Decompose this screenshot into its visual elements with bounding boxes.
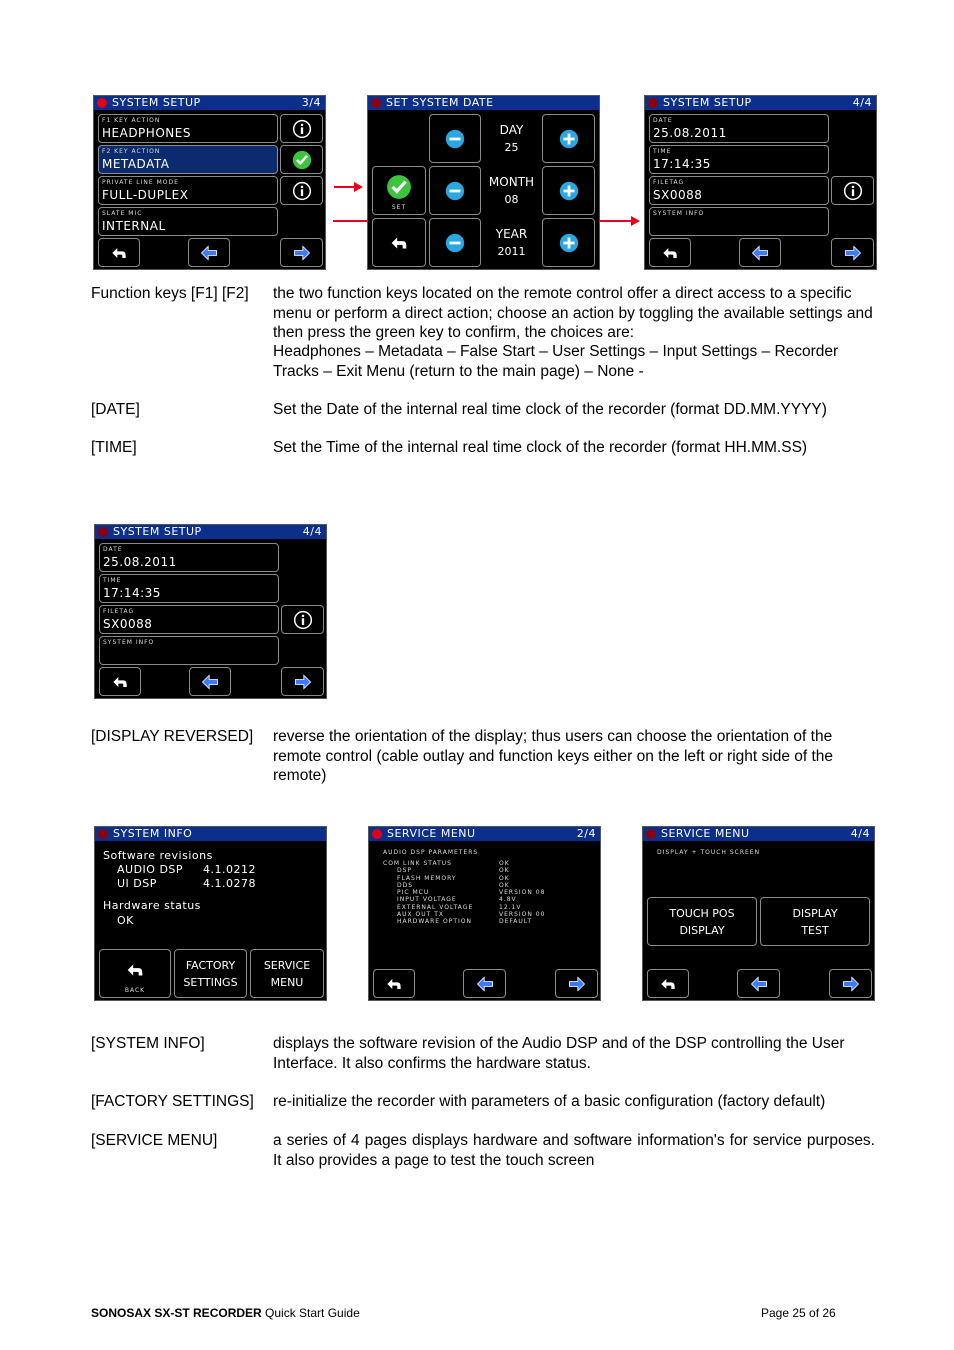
minus-icon [444, 232, 466, 254]
arrow-right-icon [841, 974, 861, 994]
status-dot-icon [646, 829, 656, 839]
back-button[interactable] [372, 218, 426, 267]
filetag-field[interactable]: FILETAG SX0088 [649, 176, 829, 205]
prev-page-button[interactable] [189, 667, 231, 696]
list-item: INPUT VOLTAGE [397, 896, 457, 904]
date-field[interactable]: DATE 25.08.2011 [99, 543, 279, 572]
list-value: VERSION 08 [499, 889, 546, 897]
date-field[interactable]: DATE 25.08.2011 [649, 114, 829, 143]
back-icon [660, 243, 680, 263]
day-increase-button[interactable] [542, 114, 595, 163]
prev-page-button[interactable] [188, 238, 230, 267]
software-revisions-heading: Software revisions [103, 849, 213, 862]
confirm-button[interactable] [280, 145, 323, 174]
list-item: DDS [397, 881, 414, 889]
def-desc-function-keys: the two function keys located on the remote control offer a direct access to a specific menu or perform a direct action; choose an action by toggling the available settings and then press the green key to confirm, the choices are: [273, 285, 873, 341]
info-icon [292, 119, 312, 139]
arrow-left-icon [475, 974, 495, 994]
diagnostics-values [499, 860, 545, 926]
def-desc-date: Set the Date of the internal real time clock of the recorder (format DD.MM.YYYY) [273, 401, 827, 418]
plus-icon [558, 128, 580, 150]
def-term-time: [TIME] [91, 439, 137, 456]
back-button[interactable] [373, 969, 415, 998]
list-value: OK [499, 860, 510, 867]
screen-title: SYSTEM SETUP [663, 96, 752, 109]
f2-key-action-field[interactable]: F2 KEY ACTION METADATA [98, 145, 278, 174]
status-dot-icon [372, 829, 382, 839]
next-page-button[interactable] [829, 969, 872, 998]
footer-brand: SONOSAX SX-ST RECORDER [91, 1306, 262, 1320]
minus-icon [444, 128, 466, 150]
title-bar [645, 96, 876, 110]
private-line-mode-field[interactable]: PRIVATE LINE MODE FULL-DUPLEX [98, 176, 278, 205]
info-button[interactable] [281, 605, 324, 634]
arrow-left-icon [750, 243, 770, 263]
year-increase-button[interactable] [542, 218, 595, 267]
prev-page-button[interactable] [739, 238, 781, 267]
list-item: EXTERNAL VOLTAGE [397, 903, 474, 911]
info-button[interactable] [280, 114, 323, 143]
def-desc-service-menu: a series of 4 pages displays hardware and software information's for service purposes. It also provides a page to test the touch screen [273, 1132, 875, 1169]
status-dot-icon [648, 98, 658, 108]
set-button[interactable]: SET [372, 166, 426, 215]
status-dot-icon [98, 829, 108, 839]
back-button[interactable] [99, 667, 141, 696]
info-button[interactable] [831, 176, 874, 205]
audio-dsp-label: AUDIO DSP [117, 863, 184, 876]
arrow-right-icon [843, 243, 863, 263]
list-value: VERSION 00 [499, 911, 546, 919]
page-indicator: 4/4 [852, 96, 872, 109]
screen-title: SYSTEM SETUP [112, 96, 201, 109]
system-info-field[interactable]: SYSTEM INFO [649, 207, 829, 236]
list-value: OK [499, 874, 510, 882]
def-term-function-keys: Function keys [F1] [F2] [91, 285, 249, 302]
service-heading: AUDIO DSP PARAMETERS [383, 849, 479, 856]
year-display: YEAR 2011 [495, 227, 528, 258]
def-term-system-info: [SYSTEM INFO] [91, 1035, 205, 1052]
f1-key-action-field[interactable]: F1 KEY ACTION HEADPHONES [98, 114, 278, 143]
def-term-service-menu: [SERVICE MENU] [91, 1132, 218, 1149]
diagnostics-labels [383, 860, 473, 926]
hardware-status-heading: Hardware status [103, 899, 201, 912]
next-page-button[interactable] [831, 238, 874, 267]
title-bar [643, 827, 874, 841]
next-page-button[interactable] [555, 969, 598, 998]
footer-left [91, 1306, 360, 1320]
year-decrease-button[interactable] [429, 218, 481, 267]
screen-title: SET SYSTEM DATE [386, 96, 494, 109]
title-bar [95, 525, 326, 539]
info-icon [293, 610, 313, 630]
service-heading: DISPLAY + TOUCH SCREEN [657, 849, 761, 856]
status-dot-icon [371, 98, 381, 108]
list-value: OK [499, 881, 510, 889]
def-term-factory-settings: [FACTORY SETTINGS] [91, 1093, 254, 1110]
def-desc-function-keys-choices: Headphones – Metadata – False Start – User Settings – Input Settings – Recorder Tracks – Exit Menu (return to the main page) – None - [273, 343, 839, 380]
arrow-right-icon [293, 672, 313, 692]
arrow-right-icon [292, 243, 312, 263]
filetag-field[interactable]: FILETAG SX0088 [99, 605, 279, 634]
back-button[interactable] [649, 238, 691, 267]
month-display: MONTH 08 [488, 175, 535, 206]
screen-system-setup-4 [644, 95, 877, 270]
time-field[interactable]: TIME 17:14:35 [99, 574, 279, 603]
arrow-right-icon [567, 974, 587, 994]
screen-system-setup-3 [93, 95, 326, 270]
slate-mic-field[interactable]: SLATE MIC INTERNAL [98, 207, 278, 236]
service-menu-button[interactable]: SERVICE MENU [250, 949, 324, 998]
back-icon [110, 672, 130, 692]
info-icon [292, 181, 312, 201]
list-item: HARDWARE OPTION [397, 918, 472, 926]
screen-service-menu-4 [642, 826, 875, 1001]
system-info-field[interactable]: SYSTEM INFO [99, 636, 279, 665]
list-value: 12.1V [499, 903, 522, 911]
next-page-button[interactable] [281, 667, 324, 696]
list-item: FLASH MEMORY [397, 874, 457, 882]
status-dot-icon [98, 527, 108, 537]
info-button[interactable] [280, 176, 323, 205]
back-icon [124, 959, 146, 981]
list-item: PIC MCU [397, 889, 430, 897]
def-term-display-reversed: [DISPLAY REVERSED] [91, 728, 254, 745]
def-desc-system-info: displays the software revision of the Audio DSP and of the DSP controlling the User Interface. It also confirms the hardware status. [273, 1035, 845, 1072]
footer-page-number: Page 25 of 26 [761, 1306, 836, 1320]
plus-icon [558, 180, 580, 202]
back-button[interactable]: BACK [99, 949, 171, 998]
back-icon [109, 243, 129, 263]
def-desc-factory-settings: re-initialize the recorder with parameters of a basic configuration (factory default) [273, 1093, 826, 1110]
page-indicator: 4/4 [850, 827, 870, 840]
title-bar [95, 827, 326, 841]
flow-arrow [334, 186, 356, 188]
day-display: DAY 25 [499, 123, 524, 154]
page-indicator: 2/4 [576, 827, 596, 840]
screen-system-info [94, 826, 327, 1001]
screen-set-system-date [367, 95, 600, 270]
audio-dsp-value: 4.1.0212 [203, 863, 256, 876]
def-desc-time: Set the Time of the internal real time clock of the recorder (format HH.MM.SS) [273, 439, 808, 456]
title-bar [368, 96, 599, 110]
list-item: AUX OUT TX [397, 911, 444, 919]
list-value: DEFAULT [499, 918, 532, 926]
plus-icon [558, 232, 580, 254]
factory-settings-button[interactable]: FACTORY SETTINGS [174, 949, 247, 998]
info-icon [843, 181, 863, 201]
arrow-left-icon [200, 672, 220, 692]
display-test-button[interactable]: DISPLAY TEST [760, 897, 870, 946]
day-decrease-button[interactable] [429, 114, 481, 163]
back-icon [388, 232, 410, 254]
screen-system-setup-4-b [94, 524, 327, 699]
def-term-date: [DATE] [91, 401, 140, 418]
page-indicator: 4/4 [302, 525, 322, 538]
back-button[interactable] [98, 238, 140, 267]
prev-page-button[interactable] [463, 969, 506, 998]
screen-service-menu-2 [368, 826, 601, 1001]
hardware-status-value: OK [117, 914, 134, 927]
next-page-button[interactable] [280, 238, 323, 267]
list-item: DSP [397, 867, 413, 875]
list-value: OK [499, 867, 510, 875]
list-value: 4.8V [499, 896, 517, 904]
arrow-left-icon [199, 243, 219, 263]
title-bar [94, 96, 325, 110]
back-icon [658, 974, 678, 994]
prev-page-button[interactable] [737, 969, 780, 998]
screen-title: SERVICE MENU [661, 827, 750, 840]
ui-dsp-label: UI DSP [117, 877, 157, 890]
screen-title: SYSTEM SETUP [113, 525, 202, 538]
ui-dsp-value: 4.1.0278 [203, 877, 256, 890]
minus-icon [444, 180, 466, 202]
month-decrease-button[interactable] [429, 166, 481, 215]
touch-pos-display-button[interactable]: TOUCH POS DISPLAY [647, 897, 757, 946]
back-button[interactable] [647, 969, 689, 998]
check-icon [386, 174, 412, 200]
time-field[interactable]: TIME 17:14:35 [649, 145, 829, 174]
screen-title: SYSTEM INFO [113, 827, 193, 840]
arrow-left-icon [749, 974, 769, 994]
def-desc-display-reversed: reverse the orientation of the display; thus users can choose the orientation of the remote control (cable outlay and function keys either on the left or right side of the remote) [273, 728, 834, 784]
check-icon [292, 150, 312, 170]
page-indicator: 3/4 [301, 96, 321, 109]
screen-title: SERVICE MENU [387, 827, 476, 840]
diagnostics-list [383, 860, 593, 930]
list-item: COM LINK STATUS [383, 860, 452, 867]
back-icon [384, 974, 404, 994]
month-increase-button[interactable] [542, 166, 595, 215]
title-bar [369, 827, 600, 841]
footer-guide: Quick Start Guide [261, 1306, 360, 1320]
status-dot-icon [97, 98, 107, 108]
